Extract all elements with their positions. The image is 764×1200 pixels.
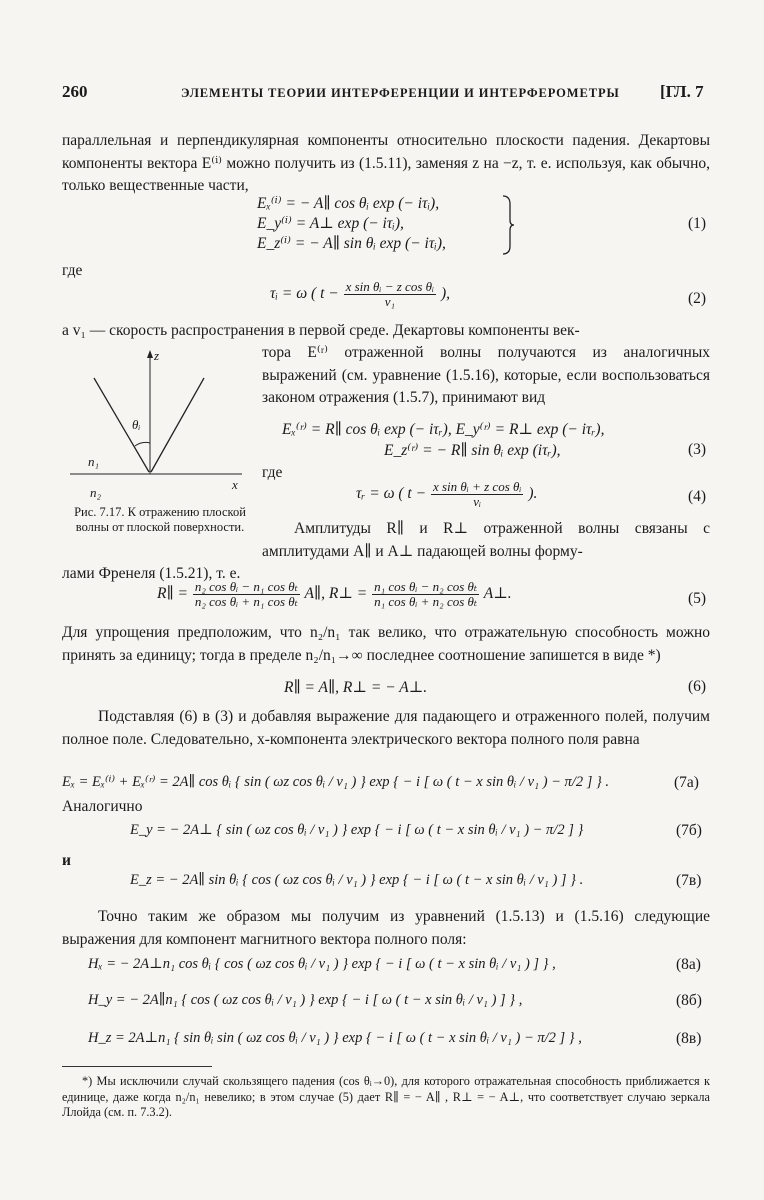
equation-1-number: (1) (688, 215, 707, 232)
equation-7a: Eₓ = Eₓ⁽ⁱ⁾ + Eₓ⁽ʳ⁾ = 2A∥ cos θᵢ { sin ( ωz cos θᵢ / v₁ ) } exp { − i [ ω ( t − x sin θᵢ / v₁ ) − π/2 ] } . (62, 774, 610, 790)
equation-5-numerator-1: n₂ cos θᵢ − n₁ cos θₜ (194, 579, 298, 594)
equation-5-fraction-1 (193, 580, 300, 609)
equation-5-numerator-2: n₁ cos θᵢ − n₂ cos θₜ (374, 579, 478, 594)
equation-2-fraction (344, 280, 437, 309)
equation-2-number: (2) (688, 290, 707, 307)
equation-5-fraction-2 (372, 580, 479, 609)
where-label-1: где (62, 262, 83, 279)
equation-4-denominator: vᵢ (473, 494, 482, 509)
page-number: 260 (62, 82, 88, 101)
figure-label-n2: n₂ (90, 485, 102, 500)
paragraph-2-wrapped: тора E⁽ʳ⁾ отраженной волны получаются из аналогичных выражений (см. уравнение (1.5.16), которые, если воспользоваться законом отражения (1.5.7), принимают вид (262, 344, 710, 406)
equation-5-lhs: R∥ = (157, 585, 188, 603)
equation-2-lhs: τᵢ = ω ( t − (270, 285, 339, 303)
equation-1-line2: E_y⁽ⁱ⁾ = A⊥ exp (− iτᵢ), (257, 215, 404, 232)
equation-8v-number: (8в) (676, 1030, 702, 1047)
paragraph-6: Точно таким же образом мы получим из уравнений (1.5.13) и (1.5.16) следующие выражения для компонент магнитного вектора полного поля: (62, 908, 710, 948)
equation-5-number: (5) (688, 590, 707, 607)
equation-2-rhs: ), (440, 285, 451, 303)
equation-8a-number: (8а) (676, 956, 701, 973)
reflection-figure (60, 340, 260, 500)
equation-8b-number: (8б) (676, 992, 702, 1009)
paragraph-3-wrapped: Амплитуды R∥ и R⊥ отраженной волны связаны с амплитудами A∥ и A⊥ падающей волны форму- (262, 520, 710, 560)
equation-5-mid: A∥, R⊥ = (304, 585, 368, 603)
equation-5-rhs: A⊥. (483, 585, 512, 603)
equation-3-line2: E_z⁽ʳ⁾ = − R∥ sin θᵢ exp (iτᵣ), (384, 442, 561, 459)
where-label-2: где (262, 464, 283, 481)
equation-6-number: (6) (688, 678, 707, 695)
equation-3-line1: Eₓ⁽ʳ⁾ = R∥ cos θᵢ exp (− iτᵣ), E_y⁽ʳ⁾ = R⊥ exp (− iτᵣ), (282, 421, 605, 438)
figure-label-z: z (154, 348, 160, 363)
and-label: и (62, 852, 71, 869)
footnote: *) Мы исключили случай скользящего падения (cos θᵢ→0), для которого отражательная способность приближается к единице, даже когда n₂/n₁ невелико; в этом случае (5) дает R∥ = − A∥ , R⊥ = − A⊥, что соответствует случаю зеркала Ллойда (см. п. 7.3.2). (62, 1074, 710, 1119)
angle-arc (135, 442, 150, 446)
incident-ray (94, 378, 149, 472)
equation-1-brace (500, 194, 516, 256)
equation-8b: H_y = − 2A∥n₁ { cos ( ωz cos θᵢ / v₁ ) } exp { − i [ ω ( t − x sin θᵢ / v₁ ) ] } , (88, 992, 523, 1008)
equation-2 (270, 280, 450, 309)
equation-4-lhs: τᵣ = ω ( t − (356, 485, 427, 503)
equation-4-rhs: ). (528, 485, 538, 503)
paragraph-2-first-line: а v₁ — скорость распространения в первой среде. Декартовы компоненты век- (62, 322, 580, 339)
figure-label-n1: n₁ (88, 454, 100, 469)
equation-5-denominator-1: n₂ cos θᵢ + n₁ cos θₜ (194, 594, 298, 609)
reflected-ray (151, 378, 204, 472)
z-axis-arrow (147, 350, 153, 358)
similarly-label: Аналогично (62, 798, 143, 815)
equation-3-number: (3) (688, 441, 707, 458)
equation-2-denominator: v₁ (384, 294, 395, 309)
chapter-marker: [ГЛ. 7 (660, 82, 704, 101)
paragraph-4: Для упрощения предположим, что n₂/n₁ так велико, что отражательную способность можно принять за единицу; тогда в пределе n₂/n₁→∞ последнее соотношение запишется в виде *) (62, 624, 710, 664)
equation-2-numerator: x sin θᵢ − z cos θᵢ (345, 279, 435, 294)
figure-label-x: x (232, 477, 238, 492)
equation-1-line1: Eₓ⁽ⁱ⁾ = − A∥ cos θᵢ exp (− iτᵢ), (257, 195, 440, 212)
equation-1-line3: E_z⁽ⁱ⁾ = − A∥ sin θᵢ exp (− iτᵢ), (257, 235, 446, 252)
equation-4-numerator: x sin θᵢ + z cos θᵢ (432, 479, 522, 494)
equation-4-fraction (431, 480, 524, 509)
equation-4-number: (4) (688, 488, 707, 505)
equation-5 (157, 580, 512, 609)
equation-8v: H_z = 2A⊥n₁ { sin θᵢ sin ( ωz cos θᵢ / v₁ ) } exp { − i [ ω ( t − x sin θᵢ / v₁ ) − π/2 ] } , (88, 1030, 582, 1046)
running-title: ЭЛЕМЕНТЫ ТЕОРИИ ИНТЕРФЕРЕНЦИИ И ИНТЕРФЕРОМЕТРЫ (181, 86, 620, 100)
figure-caption: Рис. 7.17. К отражению плоской волны от плоской поверхности. (74, 505, 246, 534)
paragraph-5: Подставляя (6) в (3) и добавляя выражение для падающего и отраженного полей, получим полное поле. Следовательно, x-компонента электрического вектора полного поля равна (62, 708, 710, 748)
figure-label-theta: θᵢ (132, 417, 141, 432)
footnote-rule (62, 1066, 212, 1067)
equation-7v: E_z = − 2A∥ sin θᵢ { cos ( ωz cos θᵢ / v₁ ) } exp { − i [ ω ( t − x sin θᵢ / v₁ ) ] } . (130, 872, 584, 888)
paragraph-3-last-line: лами Френеля (1.5.21), т. е. (62, 565, 241, 582)
equation-7a-number: (7а) (674, 774, 699, 791)
equation-6: R∥ = A∥, R⊥ = − A⊥. (284, 679, 428, 696)
paragraph-1: параллельная и перпендикулярная компоненты относительно плоскости падения. Декартовы компоненты вектора E⁽ⁱ⁾ можно получить из (1.5.11), заменяя z на −z, т. е. используя, как обычно, только вещественные части, (62, 132, 710, 194)
equation-5-denominator-2: n₁ cos θᵢ + n₂ cos θₜ (374, 594, 478, 609)
equation-4 (356, 480, 537, 509)
equation-8a: Hₓ = − 2A⊥n₁ cos θᵢ { cos ( ωz cos θᵢ / v₁ ) } exp { − i [ ω ( t − x sin θᵢ / v₁ ) ] } , (88, 956, 556, 972)
equation-7v-number: (7в) (676, 872, 702, 889)
equation-7b-number: (7б) (676, 822, 702, 839)
equation-7b: E_y = − 2A⊥ { sin ( ωz cos θᵢ / v₁ ) } exp { − i [ ω ( t − x sin θᵢ / v₁ ) − π/2 ] } (130, 822, 584, 838)
